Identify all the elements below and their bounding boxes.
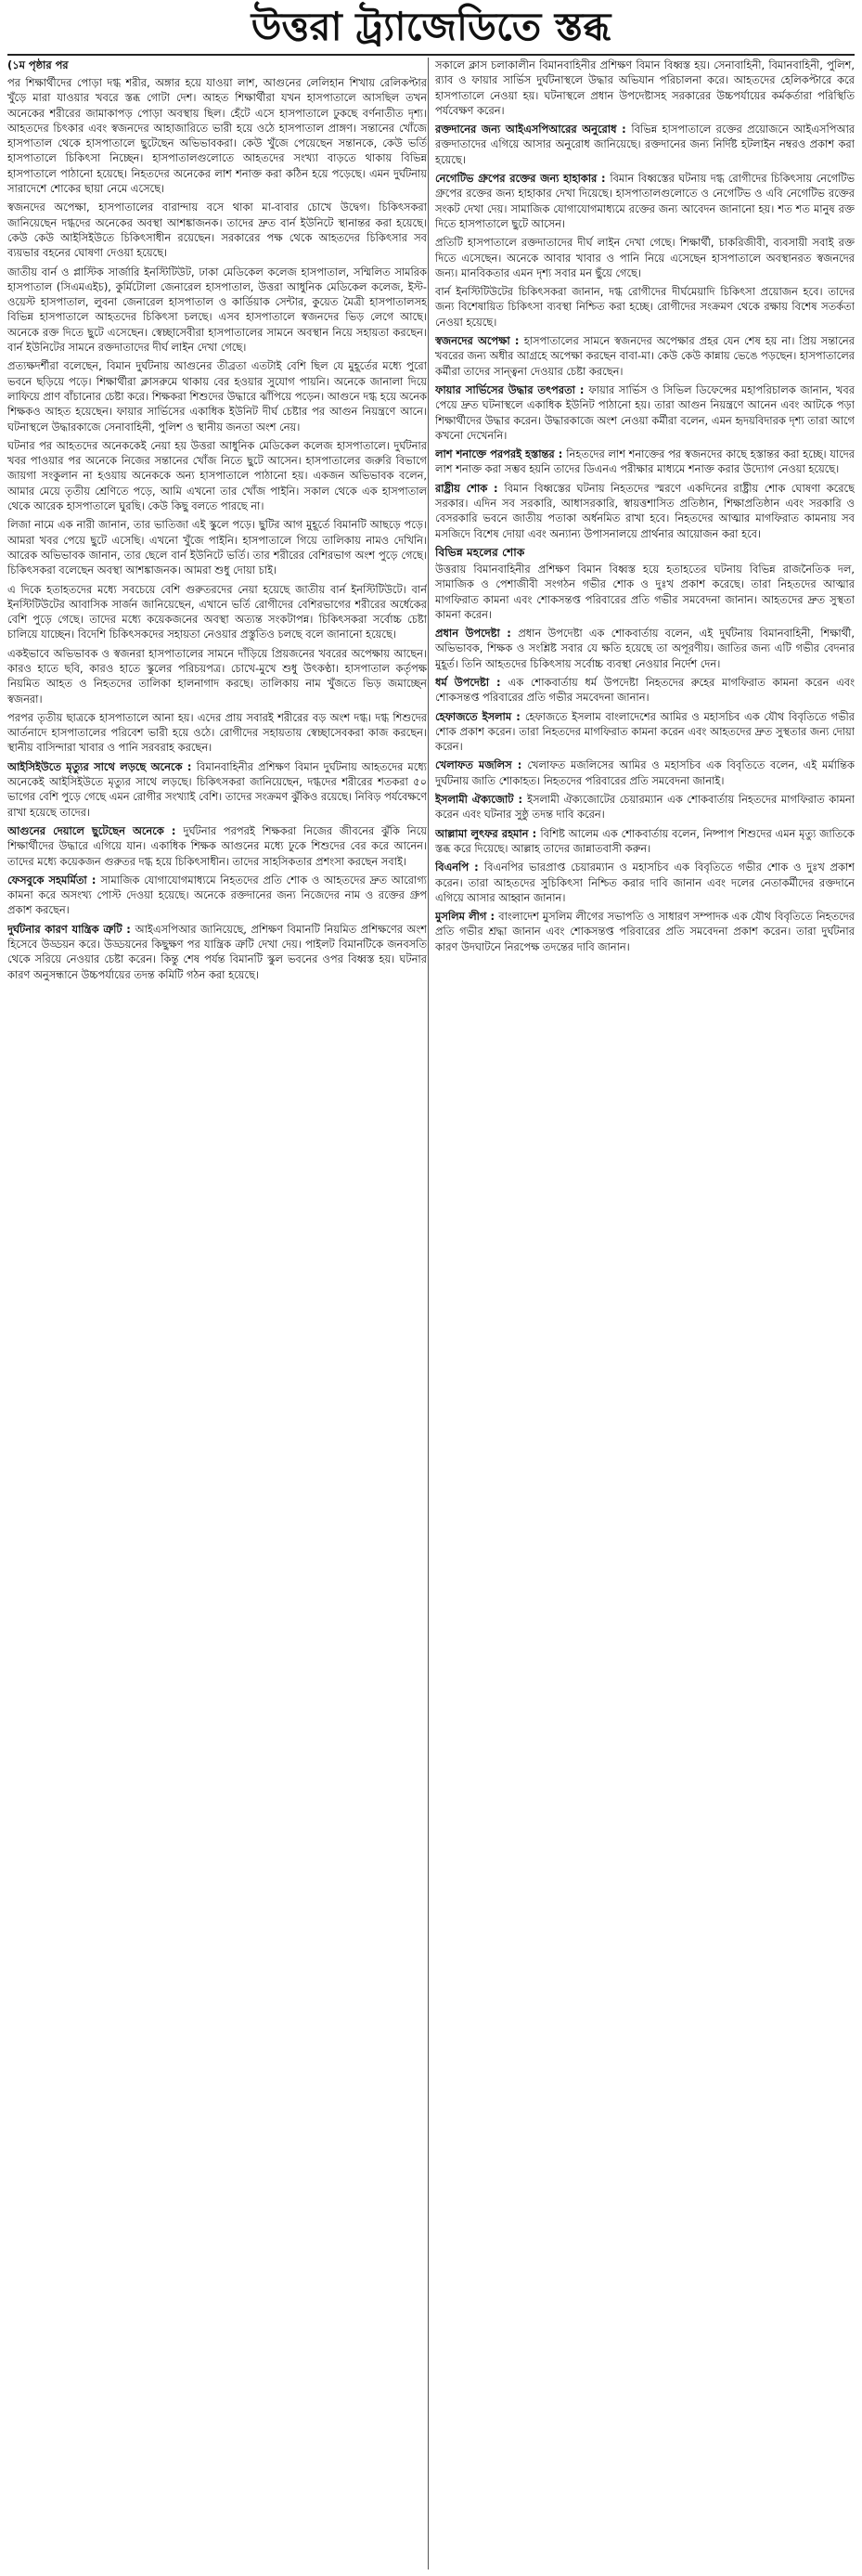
article-paragraph — [435, 284, 855, 330]
paragraph-text: প্রতিটি হাসপাতালে রক্তদাতাদের দীর্ঘ লাইন দেখা গেছে। শিক্ষার্থী, চাকরিজীবী, ব্যবসায়ী সবাই রক্ত দিতে এসেছেন। অনেকে আবার খাবার ও পানি নিয়ে এসেছেন হাসপাতালে অবস্থানরত স্বজনদের জন্য। মানবিকতার এমন দৃশ্য সবার মন ছুঁয়ে গেছে। — [435, 236, 855, 279]
article-paragraph — [7, 75, 427, 196]
paragraph-text: ইসলামী ঐক্যজোটের চেয়ারম্যান এক শোকবার্তায় নিহতদের মাগফিরাত কামনা করেন এবং ঘটনার সুষ্ঠু তদন্ত দাবি করেন। — [435, 793, 855, 822]
paragraph-text: বিভিন্ন হাসপাতালে রক্তের প্রয়োজনে আইএসপিআর রক্তদাতাদের এগিয়ে আসার অনুরোধ জানিয়েছে। রক্তদানের জন্য নির্দিষ্ট হটলাইন নম্বরও প্রকাশ করা হয়েছে। — [435, 123, 855, 166]
paragraph-text: বিএনপির ভারপ্রাপ্ত চেয়ারম্যান ও মহাসচিব এক বিবৃতিতে গভীর শোক ও দুঃখ প্রকাশ করেন। তারা আহতদের সুচিকিৎসা নিশ্চিত করার দাবি জানান এবং দলের নেতাকর্মীদের রক্তদানে এগিয়ে আসার আহ্বান জানান। — [435, 861, 855, 904]
paragraph-text: সকালে ক্লাস চলাকালীন বিমানবাহিনীর প্রশিক্ষণ বিমান বিধ্বস্ত হয়। সেনাবাহিনী, বিমানবাহিনী, পুলিশ, র‍্যাব ও ফায়ার সার্ভিস দুর্ঘটনাস্থলে উদ্ধার অভিযান পরিচালনা করে। আহতদের হেলিকপ্টারে করে হাসপাতালে নেওয়া হয়। ঘটনাস্থলে প্রধান উপদেষ্টাসহ সরকারের উচ্চপর্যায়ের কর্মকর্তারা পরিস্থিতি পর্যবেক্ষণ করেন। — [435, 58, 855, 117]
paragraph-text: হেফাজতে ইসলাম বাংলাদেশের আমির ও মহাসচিব এক যৌথ বিবৃতিতে গভীর শোক প্রকাশ করেন। তারা নিহতদের মাগফিরাত কামনা করেন এবং আহতদের দ্রুত সুস্থতার জন্য দোয়া করেন। — [435, 709, 855, 754]
paragraph-text: সামাজিক যোগাযোগমাধ্যমে নিহতদের প্রতি শোক ও আহতদের দ্রুত আরোগ্য কামনা করে অসংখ্য পোস্ট দেওয়া হয়েছে। অনেকে রক্তদানের জন্য নিজেদের নাম ও রক্তের গ্রুপ প্রকাশ করছেন। — [7, 873, 427, 917]
paragraph-lead: প্রধান উপদেষ্টা : — [435, 627, 519, 641]
article-paragraph — [435, 860, 855, 905]
paragraph-text: ফায়ার সার্ভিস ও সিভিল ডিফেন্সের মহাপরিচালক জানান, খবর পেয়ে দ্রুত ঘটনাস্থলে একাধিক ইউনিট পাঠানো হয়। তারা আগুন নিয়ন্ত্রণে আনেন এবং আটকে পড়া শিক্ষার্থীদের উদ্ধার করেন। উদ্ধারকাজে অংশ নেওয়া কর্মীরা বলেন, এমন হৃদয়বিদারক দৃশ্য তারা আগে কখনো দেখেননি। — [435, 382, 855, 442]
paragraph-lead: হেফাজতে ইসলাম : — [435, 709, 525, 723]
paragraph-text: বিমান বিধ্বস্তের ঘটনায় দগ্ধ রোগীদের চিকিৎসায় নেগেটিভ গ্রুপের রক্তের জন্য হাহাকার দেখা দিয়েছে। হাসপাতালগুলোতে ও নেগেটিভ ও এবি নেগেটিভ রক্তের সংকট দেখা দেয়। সামাজিক যোগাযোগমাধ্যমে রক্তের জন্য আবেদন জানানো হয়। শত শত মানুষ রক্ত দিতে হাসপাতালে ছুটে আসেন। — [435, 172, 855, 230]
paragraph-text: নিহতদের লাশ শনাক্তের পর স্বজনদের কাছে হস্তান্তর করা হচ্ছে। যাদের লাশ শনাক্ত করা সম্ভব হয়নি তাদের ডিএনএ পরীক্ষার মাধ্যমে শনাক্ত করার উদ্যোগ নেওয়া হয়েছে। — [435, 447, 855, 476]
paragraph-text: প্রধান উপদেষ্টা এক শোকবার্তায় বলেন, এই দুর্ঘটনায় বিমানবাহিনী, শিক্ষার্থী, অভিভাবক, শিক্ষক ও সংশ্লিষ্ট সবার যে ক্ষতি হয়েছে তা অপূরণীয়। জাতির জন্য এটি গভীর বেদনার মুহূর্ত। তিনি আহতদের চিকিৎসায় সর্বোচ্চ ব্যবস্থা নেওয়ার নির্দেশ দেন। — [435, 627, 855, 670]
paragraph-text: খেলাফত মজলিসের আমির ও মহাসচিব এক বিবৃতিতে বলেন, এই মর্মান্তিক দুর্ঘটনায় জাতি শোকাহত। নিহতদের পরিবারের প্রতি সমবেদনা জানাই। — [435, 758, 855, 787]
paragraph-text: পরপর তৃতীয় ছাত্রকে হাসপাতালে আনা হয়। এদের প্রায় সবারই শরীরের বড় অংশ দগ্ধ। দগ্ধ শিশুদের আর্তনাদে হাসপাতালের পরিবেশ ভারী হয়ে ওঠে। রোগীদের সহায়তায় স্বেচ্ছাসেবকরা কাজ করছেন। স্থানীয় বাসিন্দারা খাবার ও পানি সরবরাহ করছেন। — [7, 710, 427, 755]
article-paragraph — [7, 823, 427, 869]
article-paragraph — [435, 235, 855, 280]
paragraph-text: পর শিক্ষার্থীদের পোড়া দগ্ধ শরীর, অঙ্গার হয়ে যাওয়া লাশ, আগুনের লেলিহান শিখায় রেলিকপ্টার খুঁড়ে মারা যাওয়ার খবরে স্তব্ধ গোটা দেশ। আহত শিক্ষার্থীরা যখন হাসপাতালে আসছিল তখন অনেকের শরীরের জামাকাপড় পোড়া অবস্থায় ছিল। হেঁটে এসে হাসপাতালে ঢুকছে বর্ণনাতীত দৃশ্য। আহতদের চিৎকার এবং স্বজনদের আহাজারিতে ভারী হয়ে ওঠে হাসপাতাল প্রাঙ্গণ। সন্তানের খোঁজে হাসপাতাল থেকে হাসপাতালে ছুটেছেন অভিভাবকরা। কেউ খুঁজে পেয়েছেন সন্তানকে, কেউ ভর্তি হাসপাতালে চিকিৎসা নিচ্ছেন। হাসপাতালগুলোতে আহতদের সংখ্যা বাড়তে থাকায় বিভিন্ন হাসপাতালে পাঠানো হয়েছে। নিহতদের অনেকের লাশ শনাক্ত করা কঠিন হয়ে পড়েছে। এমন দুর্ঘটনায় সারাদেশে শোকের ছায়া নেমে এসেছে। — [7, 76, 427, 196]
paragraph-lead: লাশ শনাক্তে পরপরই হস্তান্তর : — [435, 447, 567, 461]
article-paragraph — [435, 333, 855, 379]
article-paragraph — [7, 759, 427, 820]
paragraph-lead: রাষ্ট্রীয় শোক : — [435, 481, 505, 495]
paragraph-text: বিমান বিধ্বস্তের ঘটনায় নিহতদের স্মরণে একদিনের রাষ্ট্রীয় শোক ঘোষণা করেছে সরকার। এদিন সব সরকারি, আধাসরকারি, স্বায়ত্তশাসিত প্রতিষ্ঠান, শিক্ষাপ্রতিষ্ঠান এবং সরকারি ও বেসরকারি ভবনে জাতীয় পতাকা অর্ধনমিত রাখা হবে। নিহতদের আত্মার মাগফিরাত কামনায় সব মসজিদে বিশেষ দোয়া এবং অন্যান্য উপাসনালয়ে প্রার্থনার আয়োজন করা হবে। — [435, 481, 855, 540]
page-header — [0, 0, 862, 54]
paragraph-lead: আইসিইউতে মৃত্যুর সাথে লড়ছে অনেকে : — [7, 759, 197, 773]
article-paragraph — [435, 122, 855, 167]
paragraph-lead: ফেসবুকে সহমর্মিতা : — [7, 873, 101, 887]
paragraph-text: আইএসপিআর জানিয়েছে, প্রশিক্ষণ বিমানটি নিয়মিত প্রশিক্ষণের অংশ হিসেবে উড্ডয়ন করে। উড্ডয়নের কিছুক্ষণ পর যান্ত্রিক ত্রুটি দেখা দেয়। পাইলট বিমানটিকে জনবসতি থেকে সরিয়ে নেওয়ার চেষ্টা করেন। কিন্তু শেষ পর্যন্ত বিমানটি স্কুল ভবনের ওপর বিধ্বস্ত হয়। ঘটনার কারণ অনুসন্ধানে উচ্চপর্যায়ের তদন্ত কমিটি গঠন করা হয়েছে। — [7, 922, 427, 981]
section-heading-text: বিভিন্ন মহলের শোক — [435, 545, 525, 559]
right-column — [435, 58, 855, 2570]
article-paragraph — [7, 922, 427, 982]
article-paragraph — [7, 200, 427, 260]
article-paragraph — [435, 171, 855, 231]
paragraph-lead: স্বজনদের অপেক্ষা : — [435, 334, 524, 348]
headline-rule — [7, 54, 855, 56]
paragraph-text: একইভাবে অভিভাবক ও স্বজনরা হাসপাতালের সামনে দাঁড়িয়ে প্রিয়জনের খবরের অপেক্ষায় আছেন। কারও হাতে ছবি, কারও হাতে স্কুলের পরিচয়পত্র। চোখে-মুখে শুধু উৎকণ্ঠা। হাসপাতাল কর্তৃপক্ষ নিয়মিত আহত ও নিহতদের তালিকা হালনাগাদ করছে। তালিকায় নাম খুঁজতে ভিড় জমাচ্ছেন স্বজনরা। — [7, 646, 427, 705]
article-paragraph — [7, 582, 427, 642]
paragraph-text: বাংলাদেশ মুসলিম লীগের সভাপতি ও সাধারণ সম্পাদক এক যৌথ বিবৃতিতে নিহতদের প্রতি গভীর শ্রদ্ধা জানান এবং শোকসন্তপ্ত পরিবারের প্রতি সমবেদনা প্রকাশ করেন। তারা দুর্ঘটনার কারণ উদঘাটনে নিরপেক্ষ তদন্তের দাবি জানান। — [435, 910, 855, 953]
paragraph-text: এ দিকে হতাহতদের মধ্যে সবচেয়ে বেশি গুরুতরদের নেয়া হয়েছে জাতীয় বার্ন ইনস্টিটিউটে। বার্ন ইনস্টিটিউটের আবাসিক সার্জন জানিয়েছেন, এখানে ভর্তি রোগীদের বেশিরভাগের শরীরের অর্ধেকের বেশি পুড়ে গেছে। তাদের মধ্যে কয়েকজনের অবস্থা অত্যন্ত সংকটাপন্ন। চিকিৎসকরা সর্বোচ্চ চেষ্টা চালিয়ে যাচ্ছেন। বিদেশি চিকিৎসকদের সহায়তা নেওয়ার প্রস্তুতিও চলছে বলে জানানো হয়েছে। — [7, 582, 427, 641]
paragraph-lead: আগুনের দেয়ালে ছুটেছেন অনেকে : — [7, 823, 184, 837]
paragraph-text: বিমানবাহিনীর প্রশিক্ষণ বিমান দুর্ঘটনায় আহতদের মধ্যে অনেকেই আইসিইউতে মৃত্যুর সাথে লড়ছে। চিকিৎসকরা জানিয়েছেন, দগ্ধদের শরীরের শতকরা ৫০ ভাগের বেশি পুড়ে গেছে এমন রোগীর সংখ্যাই বেশি। তাদের সংক্রমণ ঝুঁকিও রয়েছে। নিবিড় পর্যবেক্ষণে রাখা হয়েছে তাদের। — [7, 759, 427, 819]
article-paragraph — [7, 438, 427, 513]
section-heading — [435, 545, 855, 561]
paragraph-lead: ধর্ম উপদেষ্টা : — [435, 675, 508, 689]
paragraph-lead: ইসলামী ঐক্যজোট : — [435, 793, 528, 807]
paragraph-lead: রক্তদানের জন্য আইএসপিআরের অনুরোধ : — [435, 123, 632, 136]
article-paragraph — [435, 58, 855, 118]
article-paragraph — [435, 382, 855, 443]
continued-label: (১ম পৃষ্ঠার পর — [7, 58, 69, 71]
article-paragraph — [435, 481, 855, 541]
article-paragraph — [7, 358, 427, 434]
paragraph-text: লিজা নামে এক নারী জানান, তার ভাতিজা এই স্কুলে পড়ে। ছুটির আগ মুহূর্তে বিমানটি আছড়ে পড়ে। আমরা খবর পেয়ে ছুটে এসেছি। এখনো খুঁজে পাইনি। হাসপাতালে গিয়ে তালিকায় নামও দেখিনি। আরেক অভিভাবক জানান, তার ছেলে বার্ন ইউনিটে ভর্তি। তার শরীরের বেশিরভাগ অংশ পুড়ে গেছে। চিকিৎসকরা বলেছেন অবস্থা আশঙ্কাজনক। আমরা শুধু দোয়া চাই। — [7, 518, 427, 577]
left-column — [7, 58, 427, 2570]
article-paragraph — [435, 709, 855, 755]
paragraph-text: বিশিষ্ট আলেম এক শোকবার্তায় বলেন, নিষ্পাপ শিশুদের এমন মৃত্যু জাতিকে স্তব্ধ করে দিয়েছে। আল্লাহ তাদের জান্নাতবাসী করুন। — [435, 826, 855, 855]
article-paragraph — [435, 909, 855, 954]
paragraph-lead: বিএনপি : — [435, 861, 484, 874]
paragraph-text: স্বজনদের অপেক্ষা, হাসপাতালের বারান্দায় বসে থাকা মা-বাবার চোখে উদ্বেগ। চিকিৎসকরা জানিয়েছেন দগ্ধদের অনেকের অবস্থা আশঙ্কাজনক। তাদের দ্রুত বার্ন ইউনিটে স্থানান্তর করা হয়েছে। কেউ কেউ আইসিইউতে চিকিৎসাধীন রয়েছেন। সরকারের পক্ষ থেকে আহতদের চিকিৎসার সব ব্যয়ভার বহনের ঘোষণা দেওয়া হয়েছে। — [7, 201, 427, 260]
paragraph-lead: নেগেটিভ গ্রুপের রক্তের জন্য হাহাকার : — [435, 172, 611, 186]
article-paragraph — [7, 517, 427, 577]
paragraph-lead: ফায়ার সার্ভিসের উদ্ধার তৎপরতা : — [435, 382, 589, 396]
paragraph-lead: মুসলিম লীগ : — [435, 910, 499, 924]
paragraph-text: উত্তরায় বিমানবাহিনীর প্রশিক্ষণ বিমান বিধ্বস্ত হয়ে হতাহতের ঘটনায় বিভিন্ন রাজনৈতিক দল, সামাজিক ও পেশাজীবী সংগঠন গভীর শোক ও দুঃখ প্রকাশ করেছে। তারা নিহতদের আত্মার মাগফিরাত কামনা এবং শোকসন্তপ্ত পরিবারের প্রতি গভীর সমবেদনা জানান। আহতদের দ্রুত সুস্থতা কামনা করেন। — [435, 562, 855, 621]
article-paragraph — [7, 710, 427, 756]
paragraph-lead: দুর্ঘটনার কারণ যান্ত্রিক ত্রুটি : — [7, 922, 135, 936]
paragraph-text: ঘটনার পর আহতদের অনেককেই নেয়া হয় উত্তরা আধুনিক মেডিকেল কলেজ হাসপাতালে। দুর্ঘটনার খবর পাওয়ার পর অনেকে নিজের সন্তানের খোঁজ নিতে ছুটে আসেন। হাসপাতালের জরুরি বিভাগে জায়গা সংকুলান না হওয়ায় অনেককে অন্য হাসপাতালে পাঠানো হয়। একজন অভিভাবক বলেন, আমার মেয়ে তৃতীয় শ্রেণিতে পড়ে, আমি এখনো তার খোঁজ পাইনি। সকাল থেকে এক হাসপাতাল থেকে আরেক হাসপাতালে ঘুরছি। কেউ কিছু বলতে পারছে না। — [7, 438, 427, 513]
paragraph-text: এক শোকবার্তায় ধর্ম উপদেষ্টা নিহতদের রুহের মাগফিরাত কামনা করেন এবং শোকসন্তপ্ত পরিবারের প্রতি গভীর সমবেদনা জানান। — [435, 675, 855, 705]
article-paragraph — [435, 675, 855, 705]
article-paragraph — [435, 757, 855, 788]
paragraph-text: দুর্ঘটনার পরপরই শিক্ষকরা নিজের জীবনের ঝুঁকি নিয়ে শিক্ষার্থীদের উদ্ধারে এগিয়ে যান। একাধিক শিক্ষক আগুনের মধ্যে ঢুকে শিশুদের বের করে আনেন। তাদের মধ্যে কয়েকজন গুরুতর দগ্ধ হয়ে চিকিৎসাধীন। তাদের সাহসিকতার প্রশংসা করছেন সবাই। — [7, 823, 427, 868]
article-paragraph — [435, 792, 855, 822]
paragraph-text: বার্ন ইনস্টিটিউটের চিকিৎসকরা জানান, দগ্ধ রোগীদের দীর্ঘমেয়াদি চিকিৎসা প্রয়োজন হবে। তাদের জন্য বিশেষায়িত চিকিৎসা ব্যবস্থা নিশ্চিত করা হচ্ছে। রোগীদের সংক্রমণ থেকে রক্ষায় বিশেষ সতর্কতা নেওয়া হয়েছে। — [435, 285, 855, 329]
article-paragraph — [435, 826, 855, 857]
headline: উত্তরা ট্র্যাজেডিতে স্তব্ধ — [251, 4, 611, 49]
article-paragraph — [435, 562, 855, 622]
paragraph-text: জাতীয় বার্ন ও প্লাস্টিক সার্জারি ইনস্টিটিউট, ঢাকা মেডিকেল কলেজ হাসপাতাল, সম্মিলিত সামরিক হাসপাতাল (সিএমএইচ), কুর্মিটোলা জেনারেল হাসপাতাল, উত্তরা আধুনিক মেডিকেল কলেজ, ইস্ট-ওয়েস্ট হাসপাতাল, লুবনা জেনারেল হাসপাতাল ও কার্ডিয়াক সেন্টার, কুয়েত মৈত্রী হাসপাতালসহ বিভিন্ন হাসপাতালে আহতদের চিকিৎসা চলছে। এসব হাসপাতালে স্বজনদের ভিড় লেগে আছে। অনেকে রক্ত দিতে ছুটে এসেছেন। স্বেচ্ছাসেবীরা হাসপাতালের সামনে অবস্থান নিয়ে সহায়তা করছেন। বার্ন ইউনিটের সামনে রক্তদাতাদের দীর্ঘ লাইন দেখা গেছে। — [7, 265, 427, 355]
column-divider — [428, 58, 429, 2570]
paragraph-text: হাসপাতালের সামনে স্বজনদের অপেক্ষার প্রহর যেন শেষ হয় না। প্রিয় সন্তানের খবরের জন্য অধীর আগ্রহে অপেক্ষা করছেন বাবা-মা। কেউ কেউ কান্নায় ভেঙে পড়ছেন। হাসপাতালের কর্মীরা তাদের সান্ত্বনা দেওয়ার চেষ্টা করছেন। — [435, 334, 855, 378]
paragraph-text: প্রত্যক্ষদর্শীরা বলেছেন, বিমান দুর্ঘটনায় আগুনের তীব্রতা এতটাই বেশি ছিল যে মুহূর্তের মধ্যে পুরো ভবনে ছড়িয়ে পড়ে। শিক্ষার্থীরা ক্লাসরুমে থাকায় বের হওয়ার সুযোগ পায়নি। অনেকে জানালা দিয়ে লাফিয়ে প্রাণ বাঁচানোর চেষ্টা করে। শিক্ষকরা শিশুদের উদ্ধারে ঝাঁপিয়ে পড়েন। আগুনে দগ্ধ হয়ে অনেক শিক্ষকও আহত হয়েছেন। ফায়ার সার্ভিসের একাধিক ইউনিট দীর্ঘ চেষ্টার পর আগুন নিয়ন্ত্রণে আনে। ঘটনাস্থলে উদ্ধারকাজে সেনাবাহিনী, পুলিশ ও স্থানীয় জনতা অংশ নেয়। — [7, 359, 427, 434]
article-paragraph — [435, 626, 855, 671]
article-paragraph — [7, 646, 427, 706]
article-paragraph — [7, 873, 427, 918]
article-paragraph — [7, 265, 427, 356]
article-paragraph — [435, 447, 855, 477]
paragraph-lead: খেলাফত মজলিস : — [435, 758, 528, 772]
paragraph-lead: আল্লামা লুৎফর রহমান : — [435, 826, 541, 840]
